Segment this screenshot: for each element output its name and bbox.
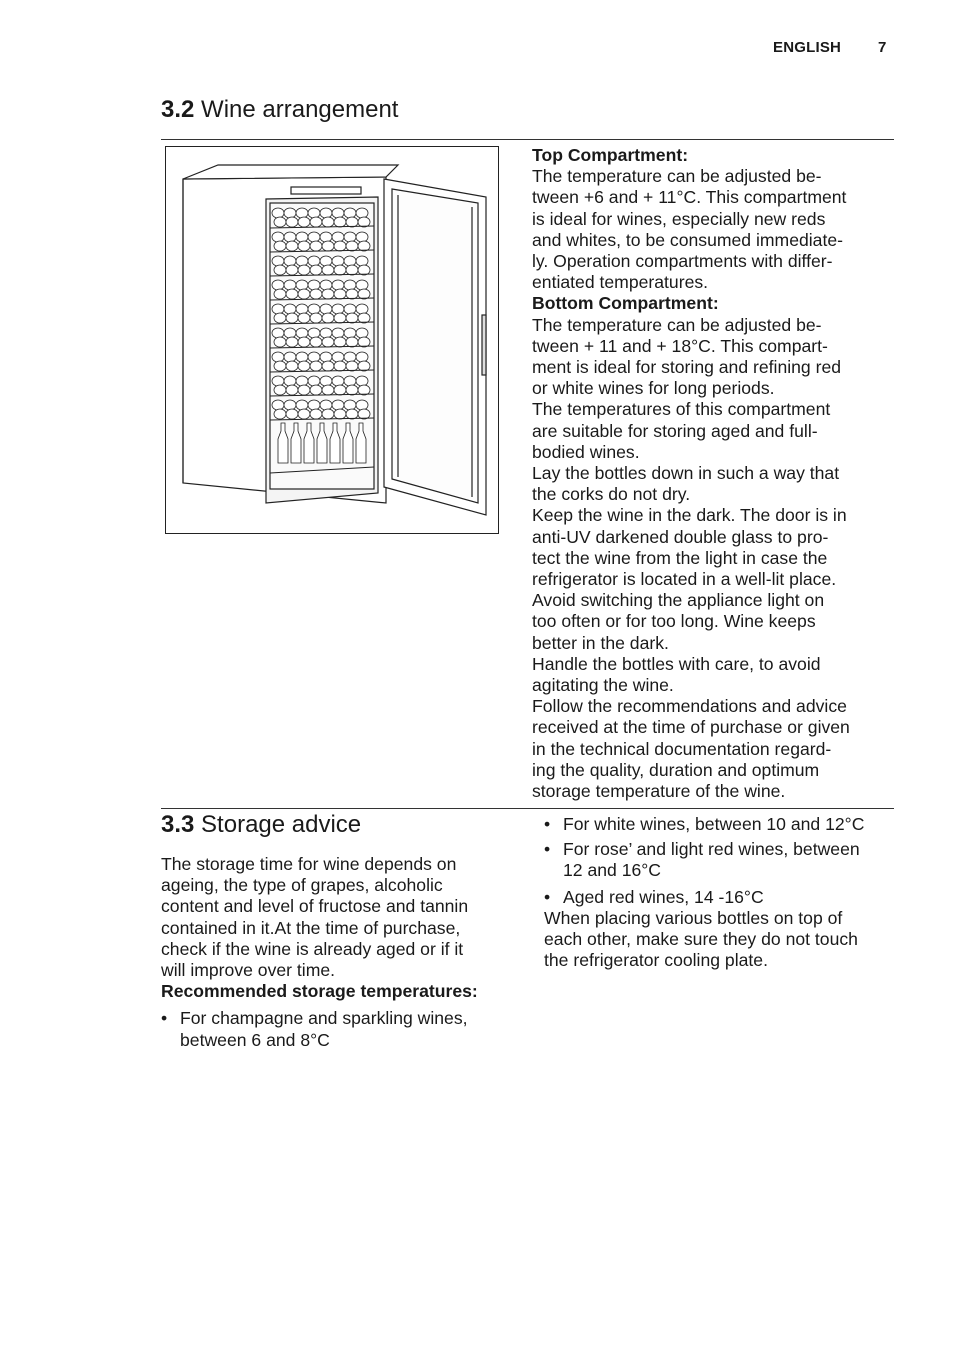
storage-intro — [161, 854, 513, 981]
bottle-end — [332, 304, 344, 314]
text-line: ly. Operation compartments with differ- — [532, 251, 833, 272]
text-line: For white wines, between 10 and 12°C — [563, 814, 865, 834]
bottle-end — [296, 208, 308, 218]
section-3-2-heading — [161, 96, 398, 124]
recommended-temperatures-heading: Recommended storage temperatures: — [161, 981, 478, 1002]
bottle-end — [320, 208, 332, 218]
text-line: the corks do not dry. — [532, 484, 691, 505]
bullet-aged-red — [544, 887, 896, 908]
bottle-end — [298, 337, 310, 347]
bottle-end — [356, 232, 368, 242]
bottle-end — [356, 376, 368, 386]
text-line: each other, make sure they do not touch — [544, 929, 858, 950]
bottle-end — [320, 232, 332, 242]
text-line: Handle the bottles with care, to avoid — [532, 653, 821, 674]
bottle-end — [296, 400, 308, 410]
bottom-compartment-body — [532, 315, 850, 803]
bottle-end — [322, 289, 334, 299]
bottle-end — [296, 352, 308, 362]
bottle-end — [356, 400, 368, 410]
bottle-end — [298, 265, 310, 275]
bottle-end — [332, 400, 344, 410]
section-3-2-rule — [161, 139, 894, 140]
bottle-end — [334, 361, 346, 371]
section-3-3-number: 3.3 — [161, 811, 195, 838]
bottle-end — [346, 361, 358, 371]
bottle-end — [274, 313, 286, 323]
bottle-end — [310, 337, 322, 347]
bottle-end — [358, 337, 370, 347]
bottle-end — [272, 232, 284, 242]
bottle-end — [320, 280, 332, 290]
bottle-end — [284, 208, 296, 218]
text-line: contained in it.At the time of purchase, — [161, 917, 461, 938]
bottle-end — [322, 217, 334, 227]
bottle-end — [296, 328, 308, 338]
text-line: agitating the wine. — [532, 675, 674, 696]
section-3-2-text — [532, 145, 850, 802]
bottle-end — [298, 361, 310, 371]
bottle-end — [334, 409, 346, 419]
bottle-end — [274, 337, 286, 347]
bottle-end — [274, 265, 286, 275]
bottle-end — [334, 289, 346, 299]
text-line: and whites, to be consumed immediate- — [532, 229, 843, 250]
bottle-end — [284, 352, 296, 362]
bottle-end — [308, 352, 320, 362]
bottle-end — [346, 337, 358, 347]
section-3-3-rule — [161, 808, 894, 809]
bottle-end — [344, 400, 356, 410]
bottle-end — [272, 400, 284, 410]
bottle-end — [358, 241, 370, 251]
top-compartment-body — [532, 166, 850, 293]
bottle-end — [310, 409, 322, 419]
bottle-end — [310, 241, 322, 251]
text-line: Lay the bottles down in such a way that — [532, 463, 840, 484]
bottle-end — [296, 376, 308, 386]
bottle-end — [286, 409, 298, 419]
bottle-end — [286, 385, 298, 395]
bottle-end — [344, 280, 356, 290]
text-line: tect the wine from the light in case the — [532, 547, 828, 568]
section-3-2-number: 3.2 — [161, 96, 195, 123]
bottle-end — [358, 217, 370, 227]
bottle-end — [274, 385, 286, 395]
bottle-end — [332, 376, 344, 386]
text-line: ing the quality, duration and optimum — [532, 759, 820, 780]
text-line: The temperature can be adjusted be- — [532, 166, 822, 187]
bottle-end — [356, 256, 368, 266]
bottle-end — [296, 232, 308, 242]
bottle-end — [308, 304, 320, 314]
text-line: received at the time of purchase or given — [532, 717, 850, 738]
bottle-end — [310, 385, 322, 395]
bottle-end — [274, 361, 286, 371]
section-3-2-title: Wine arrangement — [201, 96, 399, 123]
bottle-end — [356, 280, 368, 290]
bottle-end — [310, 313, 322, 323]
text-line: too often or for too long. Wine keeps — [532, 611, 816, 632]
text-line: refrigerator is located in a well-lit place. — [532, 569, 837, 590]
bottle-end — [308, 280, 320, 290]
bottle-end — [358, 361, 370, 371]
text-line: better in the dark. — [532, 632, 669, 653]
text-line: ment is ideal for storing and refining red — [532, 357, 842, 378]
bottle-end — [308, 328, 320, 338]
bottle-end — [334, 241, 346, 251]
text-line: ageing, the type of grapes, alcoholic — [161, 875, 443, 896]
header-language: ENGLISH — [773, 39, 842, 56]
bottle-end — [296, 304, 308, 314]
bottle-end — [356, 352, 368, 362]
bottle-end — [308, 376, 320, 386]
bottle-end — [332, 232, 344, 242]
text-line: 12 and 16°C — [563, 860, 662, 881]
bottle-end — [272, 280, 284, 290]
page-number: 7 — [878, 39, 887, 56]
text-line: content and level of fructose and tannin — [161, 896, 469, 917]
bottle-end — [320, 328, 332, 338]
bottle-end — [358, 385, 370, 395]
bottle-end — [320, 304, 332, 314]
bottle-end — [320, 256, 332, 266]
bottle-end — [286, 289, 298, 299]
bottle-end — [286, 313, 298, 323]
bottom-compartment-heading: Bottom Compartment: — [532, 293, 719, 314]
bottle-end — [356, 304, 368, 314]
bottle-end — [286, 361, 298, 371]
text-line: For rose’ and light red wines, between — [563, 839, 860, 860]
text-line: Avoid switching the appliance light on — [532, 590, 825, 611]
bottle-end — [272, 304, 284, 314]
text-line: storage temperature of the wine. — [532, 781, 786, 802]
wine-cabinet-figure — [165, 146, 499, 534]
text-line: Keep the wine in the dark. The door is in — [532, 505, 847, 526]
top-compartment-heading: Top Compartment: — [532, 145, 689, 165]
bullet-white-wines — [544, 814, 896, 835]
bullet-mark: • — [544, 814, 551, 834]
bottle-end — [322, 409, 334, 419]
bottle-end — [322, 241, 334, 251]
text-line: between 6 and 8°C — [180, 1029, 330, 1050]
bottle-end — [344, 352, 356, 362]
bottle-end — [284, 256, 296, 266]
section-3-3-heading — [161, 811, 361, 839]
bottle-end — [274, 409, 286, 419]
bottle-end — [272, 328, 284, 338]
section-3-3-left — [161, 854, 513, 1051]
text-line: When placing various bottles on top of — [544, 907, 843, 928]
bottle-end — [310, 289, 322, 299]
bottle-end — [344, 232, 356, 242]
bottle-end — [284, 232, 296, 242]
text-line: The storage time for wine depends on — [161, 854, 457, 874]
bottle-end — [310, 217, 322, 227]
bottle-end — [344, 256, 356, 266]
bottle-end — [320, 352, 332, 362]
bottle-end — [272, 376, 284, 386]
bottle-end — [296, 256, 308, 266]
bottle-end — [308, 208, 320, 218]
text-line: the refrigerator cooling plate. — [544, 950, 768, 971]
bottle-end — [286, 241, 298, 251]
bottle-end — [344, 328, 356, 338]
bottle-end — [358, 409, 370, 419]
bullet-rose-wines — [544, 839, 896, 881]
bottle-end — [298, 313, 310, 323]
bottle-end — [272, 352, 284, 362]
bullet-mark: • — [161, 1008, 168, 1029]
text-line: is ideal for wines, especially new reds — [532, 208, 826, 229]
bottle-end — [334, 265, 346, 275]
text-line: will improve over time. — [161, 960, 336, 981]
bottle-end — [346, 409, 358, 419]
bottle-end — [298, 409, 310, 419]
bottle-end — [284, 376, 296, 386]
text-line: or white wines for long periods. — [532, 378, 775, 399]
bottle-end — [358, 265, 370, 275]
bottle-end — [308, 256, 320, 266]
text-line: tween +6 and + 11°C. This compartment — [532, 187, 847, 208]
stacking-advice — [544, 908, 896, 972]
text-line: in the technical documentation regard- — [532, 738, 832, 759]
bottle-end — [272, 208, 284, 218]
bottle-end — [346, 385, 358, 395]
text-line: The temperatures of this compartment — [532, 399, 831, 420]
text-line: tween + 11 and + 18°C. This compart- — [532, 335, 828, 356]
bottle-end — [320, 400, 332, 410]
bottle-end — [286, 265, 298, 275]
bottle-end — [284, 328, 296, 338]
bullet-mark: • — [544, 839, 551, 860]
text-line: The temperature can be adjusted be- — [532, 314, 822, 335]
bottle-end — [284, 400, 296, 410]
text-line: entiated temperatures. — [532, 272, 709, 293]
bottle-end — [322, 265, 334, 275]
bottle-end — [358, 289, 370, 299]
text-line: For champagne and sparkling wines, — [180, 1008, 468, 1029]
bottle-end — [322, 385, 334, 395]
bottle-end — [356, 328, 368, 338]
bottle-end — [344, 208, 356, 218]
bottle-end — [358, 313, 370, 323]
bottle-end — [308, 232, 320, 242]
bottle-end — [298, 217, 310, 227]
bottle-end — [320, 376, 332, 386]
bottle-end — [298, 289, 310, 299]
bottle-end — [284, 280, 296, 290]
bottle-end — [332, 256, 344, 266]
bottle-end — [322, 361, 334, 371]
bottle-end — [298, 385, 310, 395]
bottle-end — [346, 241, 358, 251]
bullet-mark: • — [544, 886, 551, 907]
bottle-end — [286, 217, 298, 227]
section-3-3-title: Storage advice — [201, 811, 362, 838]
bottle-end — [274, 217, 286, 227]
bullet-champagne — [161, 1008, 513, 1050]
bottle-end — [286, 337, 298, 347]
bottle-end — [322, 313, 334, 323]
bottle-end — [332, 328, 344, 338]
bottle-end — [274, 289, 286, 299]
bottle-end — [346, 289, 358, 299]
bottle-end — [334, 217, 346, 227]
bottle-end — [274, 241, 286, 251]
bottle-end — [334, 385, 346, 395]
text-line: Follow the recommendations and advice — [532, 696, 847, 717]
bottle-end — [322, 337, 334, 347]
bottle-end — [308, 400, 320, 410]
bottle-end — [296, 280, 308, 290]
bottle-end — [332, 280, 344, 290]
wine-cabinet-icon — [166, 147, 498, 533]
bottle-end — [346, 313, 358, 323]
bottle-end — [334, 313, 346, 323]
text-line: are suitable for storing aged and full- — [532, 420, 818, 441]
text-line: Aged red wines, 14 -16°C — [563, 886, 764, 907]
bottle-end — [272, 256, 284, 266]
bottle-end — [298, 241, 310, 251]
bottle-end — [284, 304, 296, 314]
bottle-end — [332, 208, 344, 218]
bottle-end — [346, 265, 358, 275]
bottle-end — [346, 217, 358, 227]
bottle-end — [334, 337, 346, 347]
text-line: anti-UV darkened double glass to pro- — [532, 526, 829, 547]
section-3-3-right — [544, 814, 896, 971]
bottle-end — [344, 376, 356, 386]
bottle-end — [344, 304, 356, 314]
text-line: check if the wine is already aged or if it — [161, 938, 464, 959]
bottle-end — [310, 361, 322, 371]
bottle-end — [310, 265, 322, 275]
bottle-end — [332, 352, 344, 362]
text-line: bodied wines. — [532, 441, 640, 462]
bottle-end — [356, 208, 368, 218]
